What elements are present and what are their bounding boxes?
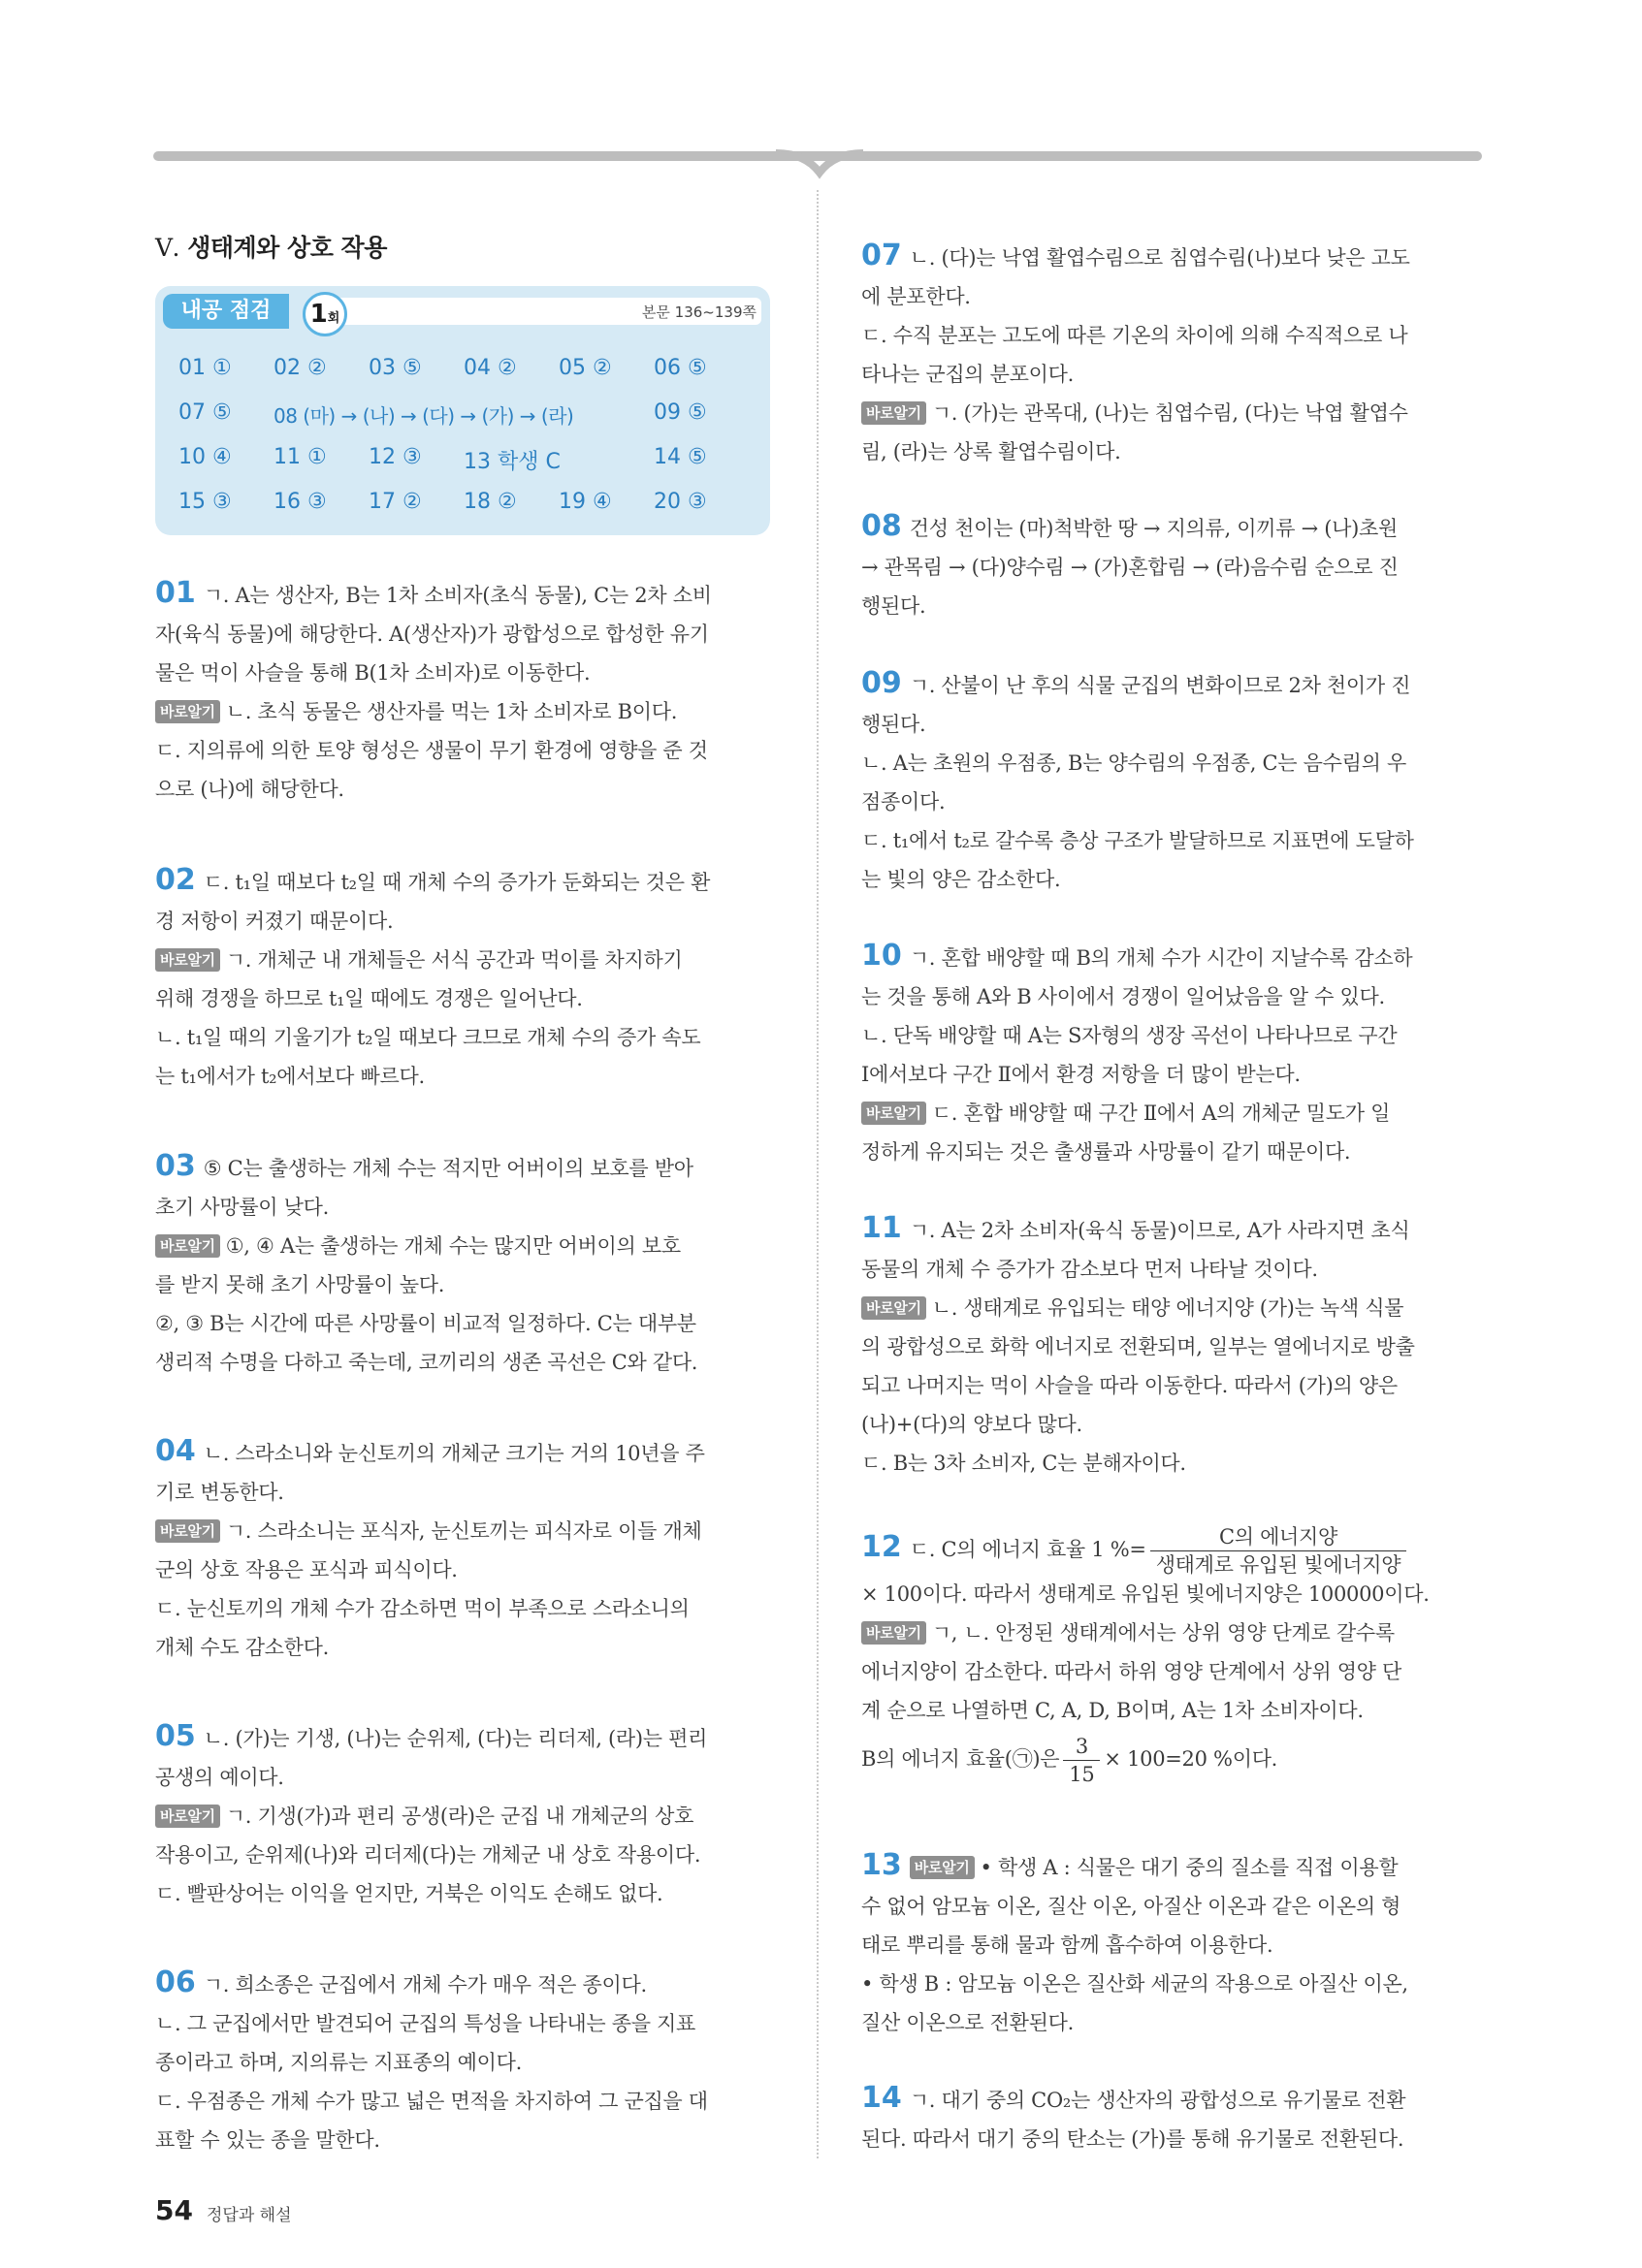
answer-cell: 18 ② <box>464 490 517 514</box>
question-number: 05 <box>155 1719 196 1753</box>
answer-cell: 02 ② <box>274 356 327 380</box>
text-line: ㄱ. 스라소니는 포식자, 눈신토끼는 피식자로 이들 개체 <box>225 1519 702 1543</box>
column-divider <box>817 190 819 2158</box>
answer-cell: 07 ⑤ <box>178 400 232 425</box>
text-line: ㄷ. 수직 분포는 고도에 따른 기온의 차이에 의해 수직적으로 나 <box>861 324 1408 347</box>
answer-cell: 10 ④ <box>178 445 232 469</box>
text-line: ㄱ. A는 생산자, B는 1차 소비자(초식 동물), C는 2차 소비 <box>203 584 712 607</box>
question-number: 04 <box>155 1434 196 1468</box>
question-number: 06 <box>155 1965 196 1999</box>
question-06 <box>155 1964 776 2159</box>
efficiency-fraction <box>1063 1733 1100 1788</box>
text-line: 는 t₁에서가 t₂에서보다 빠르다. <box>155 1065 425 1088</box>
text-line: ㄷ. 우점종은 개체 수가 많고 넓은 면적을 차지하여 그 군집을 대 <box>155 2090 708 2113</box>
text-line: 표할 수 있는 종을 말한다. <box>155 2128 380 2152</box>
text-line: ㄴ. 생태계로 유입되는 태양 에너지양 (가)는 녹색 식물 <box>931 1296 1404 1320</box>
correction-badge: 바로알기 <box>155 1234 220 1258</box>
text-line: ㄴ. (가)는 기생, (나)는 순위제, (다)는 리더제, (라)는 편리 <box>203 1727 708 1750</box>
text-line: ㄱ. 산불이 난 후의 식물 군집의 변화이므로 2차 천이가 진 <box>909 674 1411 697</box>
text-line: 를 받지 못해 초기 사망률이 높다. <box>155 1273 445 1296</box>
text-line: 림, (라)는 상록 활엽수림이다. <box>861 440 1121 463</box>
question-11 <box>861 1209 1482 1483</box>
text-line: ㄷ. 빨판상어는 이익을 얻지만, 거북은 이익도 손해도 없다. <box>155 1882 663 1905</box>
answer-cell: 17 ② <box>369 490 422 514</box>
text-line: 행된다. <box>861 713 926 736</box>
answer-cell: 16 ③ <box>274 490 327 514</box>
question-number: 07 <box>861 239 902 272</box>
text-line: ㄴ. t₁일 때의 기울기가 t₂일 때보다 크므로 개체 수의 증가 속도 <box>155 1026 701 1049</box>
answer-cell: 08 (마) → (나) → (다) → (가) → (라) <box>274 404 574 428</box>
page-number: 54 <box>155 2194 193 2226</box>
text-line: 15 <box>1069 1763 1095 1786</box>
correction-badge: 바로알기 <box>910 1856 975 1879</box>
question-10 <box>861 937 1482 1171</box>
answer-row <box>178 445 760 490</box>
correction-badge: 바로알기 <box>861 1296 926 1320</box>
text-line: ㄷ. B는 3차 소비자, C는 분해자이다. <box>861 1452 1186 1475</box>
text-line: B의 에너지 효율(㉠)은 <box>861 1747 1060 1771</box>
text-line: 태로 뿌리를 통해 물과 함께 흡수하여 이용한다. <box>861 1933 1273 1957</box>
text-line: → 관목림 → (다)양수림 → (가)혼합림 → (라)음수림 순으로 진 <box>861 556 1399 579</box>
correction-badge: 바로알기 <box>861 401 926 425</box>
footer-label: 정답과 해설 <box>207 2206 292 2225</box>
text-line: 으로 (나)에 해당한다. <box>155 778 344 801</box>
text-line: 위해 경쟁을 하므로 t₁일 때에도 경쟁은 일어난다. <box>155 987 583 1010</box>
text-line: ㄴ. A는 초원의 우점종, B는 양수림의 우점종, C는 음수림의 우 <box>861 751 1406 775</box>
section-title <box>155 229 387 264</box>
text-line: • 학생 B : 암모늄 이온은 질산화 세균의 작용으로 아질산 이온, <box>861 1972 1408 1996</box>
text-line: ㄱ, ㄴ. 안정된 생태계에서는 상위 영양 단계로 갈수록 <box>931 1621 1395 1645</box>
question-04 <box>155 1432 776 1667</box>
question-09 <box>861 664 1482 899</box>
text-line: 수 없어 암모늄 이온, 질산 이온, 아질산 이온과 같은 이온의 형 <box>861 1895 1401 1918</box>
text-line: ㄷ. t₁일 때보다 t₂일 때 개체 수의 증가가 둔화되는 것은 환 <box>203 871 711 894</box>
answer-cell: 19 ④ <box>559 490 612 514</box>
answer-grid <box>178 356 760 534</box>
text-line: ㄴ. 그 군집에서만 발견되어 군집의 특성을 나타내는 종을 지표 <box>155 2012 696 2035</box>
text-line: 초기 사망률이 낮다. <box>155 1196 330 1219</box>
question-number: 12 <box>861 1530 902 1564</box>
round-badge <box>303 292 347 336</box>
text-line: 건성 천이는 (마)척박한 땅 → 지의류, 이끼류 → (나)초원 <box>909 517 1399 540</box>
question-01 <box>155 574 776 809</box>
text-line: ㄱ. A는 2차 소비자(육식 동물)이므로, A가 사라지면 초식 <box>909 1219 1410 1242</box>
answer-cell: 14 ⑤ <box>654 445 707 469</box>
text-line: 된다. 따라서 대기 중의 탄소는 (가)를 통해 유기물로 전환된다. <box>861 2127 1404 2151</box>
box-tag: 내공 점검 <box>163 294 289 329</box>
question-number: 09 <box>861 666 902 700</box>
question-02 <box>155 861 776 1096</box>
text-line: ㄷ. t₁에서 t₂로 갈수록 층상 구조가 발달하므로 지표면에 도달하 <box>861 829 1414 852</box>
text-line: 회 <box>327 311 340 326</box>
question-05 <box>155 1717 776 1913</box>
text-line: ㄷ. C의 에너지 효율 1 %= <box>909 1538 1146 1561</box>
text-line: C의 에너지양 <box>1150 1523 1407 1551</box>
text-line: 정하게 유지되는 것은 출생률과 사망률이 같기 때문이다. <box>861 1140 1351 1164</box>
text-line: Ⅰ에서보다 구간 Ⅱ에서 환경 저항을 더 많이 받는다. <box>861 1063 1301 1086</box>
text-line: 동물의 개체 수 증가가 감소보다 먼저 나타날 것이다. <box>861 1258 1318 1281</box>
text-line: (나)+(다)의 양보다 많다. <box>861 1413 1082 1436</box>
answer-row <box>178 400 760 445</box>
question-number: 03 <box>155 1149 196 1183</box>
text-line: ㄱ. 개체군 내 개체들은 서식 공간과 먹이를 차지하기 <box>225 948 683 972</box>
question-08 <box>861 507 1482 625</box>
question-number: 11 <box>861 1211 902 1245</box>
text-line: ㄷ. 혼합 배양할 때 구간 Ⅱ에서 A의 개체군 밀도가 일 <box>931 1102 1391 1125</box>
text-line: 생태계와 상호 작용 <box>187 234 387 262</box>
text-line: ㄴ. 단독 배양할 때 A는 S자형의 생장 곡선이 나타나므로 구간 <box>861 1024 1398 1047</box>
text-line: 생리적 수명을 다하고 죽는데, 코끼리의 생존 곡선은 C와 같다. <box>155 1351 698 1374</box>
text-line: 점종이다. <box>861 790 946 814</box>
text-line: 자(육식 동물)에 해당한다. A(생산자)가 광합성으로 합성한 유기 <box>155 623 709 646</box>
correction-badge: 바로알기 <box>155 1519 220 1543</box>
question-07 <box>861 237 1482 471</box>
question-number: 08 <box>861 509 902 543</box>
text-line: 기로 변동한다. <box>155 1481 284 1504</box>
text-line: 타나는 군집의 분포이다. <box>861 363 1074 386</box>
correction-badge: 바로알기 <box>861 1102 926 1125</box>
text-line: × 100이다. 따라서 생태계로 유입된 빛에너지양은 100000이다. <box>861 1582 1430 1606</box>
text-line: 종이라고 하며, 지의류는 지표종의 예이다. <box>155 2051 523 2074</box>
text-line: 1 <box>309 300 328 329</box>
top-bar-notch <box>776 145 863 180</box>
text-line: ㄷ. 지의류에 의한 토양 형성은 생물이 무기 환경에 영향을 준 것 <box>155 739 708 762</box>
text-line: 3 <box>1063 1733 1100 1761</box>
text-line: ㄷ. 눈신토끼의 개체 수가 감소하면 먹이 부족으로 스라소니의 <box>155 1597 690 1620</box>
text-line: ㄱ. 희소종은 군집에서 개체 수가 매우 적은 종이다. <box>203 1973 647 1996</box>
answer-cell: 06 ⑤ <box>654 356 707 380</box>
answer-row <box>178 356 760 400</box>
question-number: 10 <box>861 939 902 973</box>
text-line: ㄴ. (다)는 낙엽 활엽수림으로 침엽수림(나)보다 낮은 고도 <box>909 246 1410 270</box>
text-line: ⑤ C는 출생하는 개체 수는 적지만 어버이의 보호를 받아 <box>203 1157 693 1180</box>
text-line: • 학생 A : 식물은 대기 중의 질소를 직접 이용할 <box>980 1856 1399 1879</box>
answer-cell: 01 ① <box>178 356 232 380</box>
question-number: 01 <box>155 576 196 610</box>
text-line: 되고 나머지는 먹이 사슬을 따라 이동한다. 따라서 (가)의 양은 <box>861 1374 1398 1397</box>
answer-row <box>178 490 760 534</box>
text-line: 는 빛의 양은 감소한다. <box>861 868 1061 891</box>
question-14 <box>861 2079 1482 2158</box>
energy-fraction <box>1150 1523 1407 1579</box>
answer-cell: 11 ① <box>274 445 327 469</box>
question-number: 02 <box>155 863 196 897</box>
answer-cell: 13 학생 C <box>464 450 561 474</box>
text-line: 생태계로 유입된 빛에너지양 <box>1155 1553 1401 1577</box>
text-line: 질산 이온으로 전환된다. <box>861 2011 1074 2034</box>
question-number: 13 <box>861 1848 902 1882</box>
question-12 <box>861 1520 1482 1788</box>
answer-cell: 03 ⑤ <box>369 356 422 380</box>
text-line: 의 광합성으로 화학 에너지로 전환되며, 일부는 열에너지로 방출 <box>861 1335 1415 1358</box>
question-13 <box>861 1846 1482 2042</box>
page-reference: 본문 136~139쪽 <box>641 303 757 321</box>
correction-badge: 바로알기 <box>155 948 220 972</box>
text-line: ㄱ. (가)는 관목대, (나)는 침엽수림, (다)는 낙엽 활엽수 <box>931 401 1408 425</box>
answer-cell: 15 ③ <box>178 490 232 514</box>
answer-cell: 05 ② <box>559 356 612 380</box>
answer-cell: 09 ⑤ <box>654 400 707 425</box>
text-line: 공생의 예이다. <box>155 1766 284 1789</box>
answer-cell: 04 ② <box>464 356 517 380</box>
text-line: ②, ③ B는 시간에 따른 사망률이 비교적 일정하다. C는 대부분 <box>155 1312 696 1335</box>
answer-cell: 12 ③ <box>369 445 422 469</box>
text-line: ㄱ. 기생(가)과 편리 공생(라)은 군집 내 개체군의 상호 <box>225 1805 694 1828</box>
text-line: 군의 상호 작용은 포식과 피식이다. <box>155 1558 458 1581</box>
text-line: 행된다. <box>861 594 926 618</box>
text-line: 에 분포한다. <box>861 285 971 308</box>
question-number: 14 <box>861 2081 902 2115</box>
text-line: ㄴ. 스라소니와 눈신토끼의 개체군 크기는 거의 10년을 주 <box>203 1442 705 1465</box>
answer-summary-box <box>155 286 770 535</box>
text-line: × 100=20 %이다. <box>1104 1747 1278 1771</box>
question-03 <box>155 1147 776 1382</box>
text-line: 는 것을 통해 A와 B 사이에서 경쟁이 일어났음을 알 수 있다. <box>861 985 1385 1008</box>
text-line: Ⅴ. <box>155 234 180 262</box>
correction-badge: 바로알기 <box>155 700 220 723</box>
text-line: 계 순으로 나열하면 C, A, D, B이며, A는 1차 소비자이다. <box>861 1699 1364 1722</box>
text-line: 에너지양이 감소한다. 따라서 하위 영양 단계에서 상위 영양 단 <box>861 1660 1402 1683</box>
text-line: ㄱ. 대기 중의 CO₂는 생산자의 광합성으로 유기물로 전환 <box>909 2089 1406 2112</box>
text-line: 경 저항이 커졌기 때문이다. <box>155 910 394 933</box>
text-line: ①, ④ A는 출생하는 개체 수는 많지만 어버이의 보호 <box>225 1234 681 1258</box>
correction-badge: 바로알기 <box>861 1621 926 1645</box>
text-line: 물은 먹이 사슬을 통해 B(1차 소비자)로 이동한다. <box>155 661 591 685</box>
text-line: 개체 수도 감소한다. <box>155 1636 330 1659</box>
text-line: 작용이고, 순위제(나)와 리더제(다)는 개체군 내 상호 작용이다. <box>155 1843 701 1867</box>
text-line: ㄱ. 혼합 배양할 때 B의 개체 수가 시간이 지날수록 감소하 <box>909 946 1413 970</box>
correction-badge: 바로알기 <box>155 1805 220 1828</box>
answer-cell: 20 ③ <box>654 490 707 514</box>
text-line: ㄴ. 초식 동물은 생산자를 먹는 1차 소비자로 B이다. <box>225 700 678 723</box>
